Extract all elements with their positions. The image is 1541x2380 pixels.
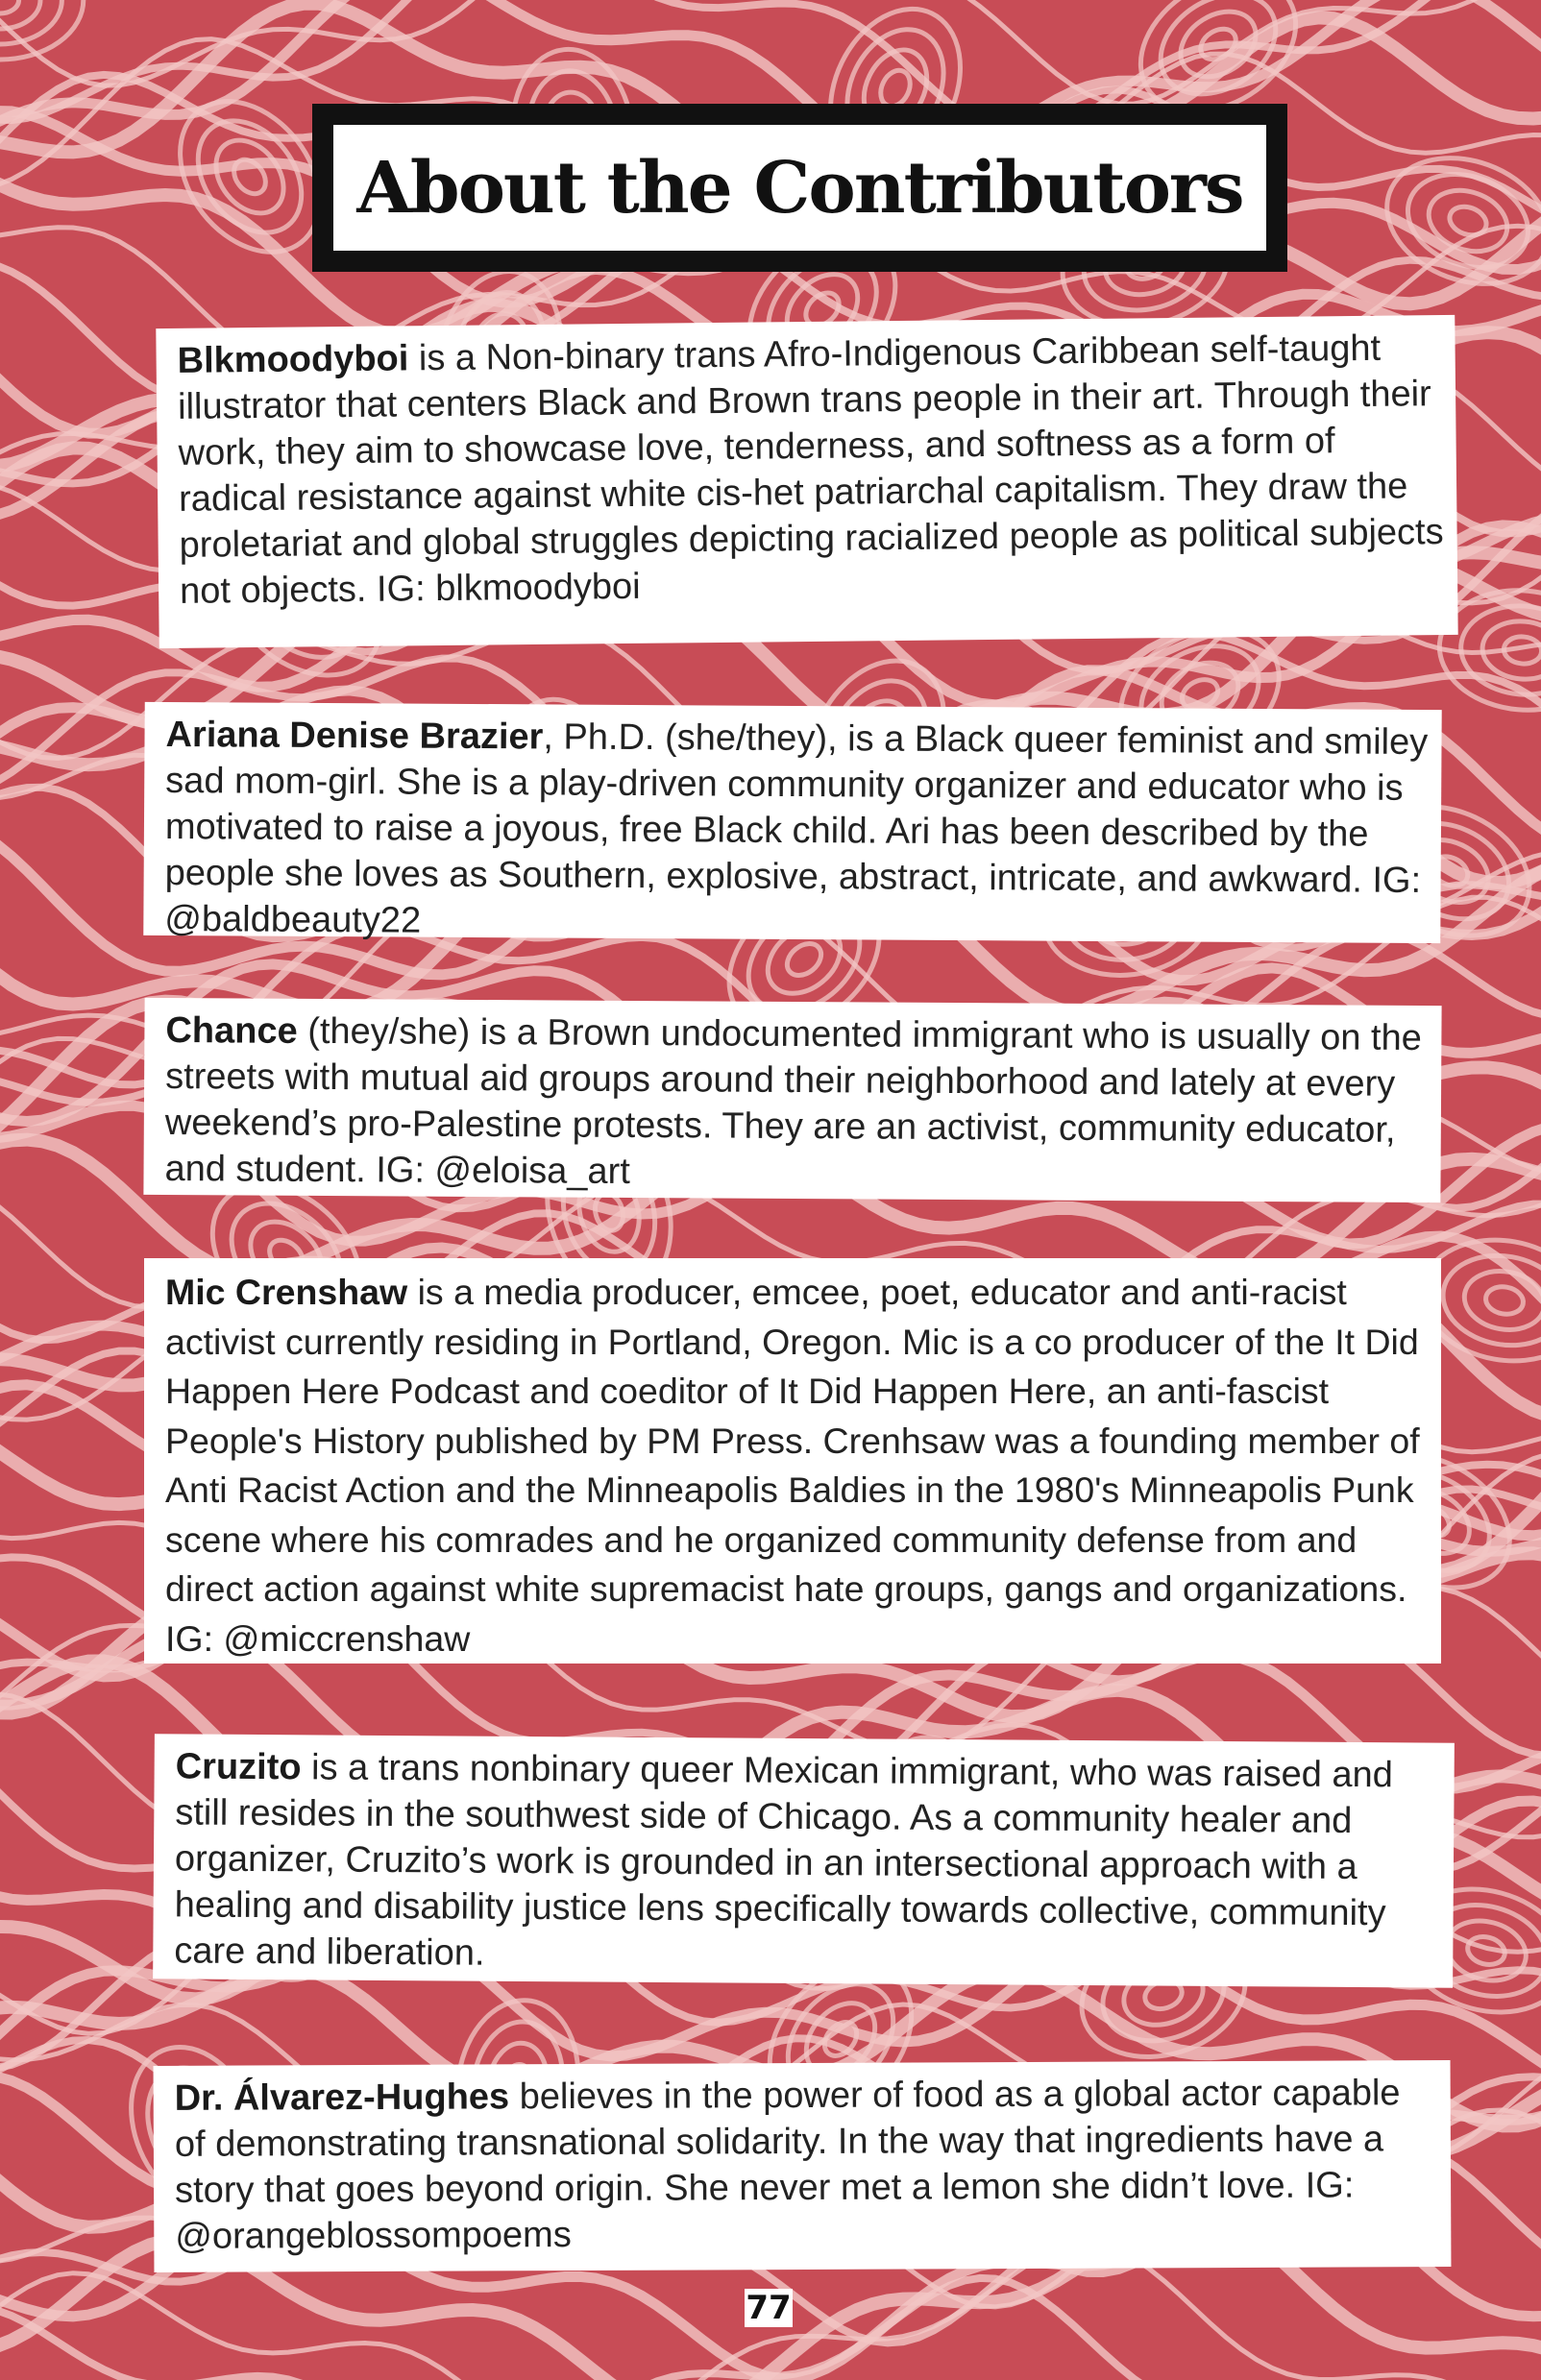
page-title: About the Contributors (356, 146, 1243, 230)
contributor-card-chance (143, 998, 1441, 1202)
contributor-name: Chance (165, 1010, 298, 1052)
page-number: 77 (746, 2289, 792, 2327)
contributor-card-blkmoodyboi (156, 315, 1457, 648)
title-box (312, 104, 1287, 272)
contributor-card-mic-crenshaw (144, 1258, 1441, 1664)
contributor-bio: (they/she) is a Brown undocumented immigrant who is usually on the streets with mutual aid groups around their neighborhood and lately at every weekend’s pro-Palestine protests. They are an activist, community educator, and student. IG: @eloisa_art (164, 1010, 1422, 1192)
contributor-name: Mic Crenshaw (165, 1272, 408, 1312)
contributor-bio: is a trans nonbinary queer Mexican immigrant, who was raised and still resides in the southwest side of Chicago. As a community healer and organizer, Cruzito’s work is grounded in an intersectional approach with a healing and disability justice lens specifically towards collective, community care and liberation. (174, 1747, 1393, 1974)
contributor-bio: , Ph.D. (she/they), is a Black queer feminist and smiley sad mom-girl. She is a play-driven community organizer and educator who is motivated to raise a joyous, free Black child. Ari has been described by the people she loves as Southern, explosive, abstract, intricate, and awkward. IG: @baldbeauty22 (164, 716, 1429, 941)
contributor-name: Cruzito (175, 1746, 302, 1788)
contributor-card-alvarez-hughes (154, 2060, 1452, 2272)
contributor-bio: believes in the power of food as a global actor capable of demonstrating transnational solidarity. In the way that ingredients have a story that goes beyond origin. She never met a lemon she didn’t love. IG: @orangeblossompoems (174, 2073, 1401, 2257)
contributor-name: Ariana Denise Brazier (165, 715, 544, 758)
contributor-bio: is a media producer, emcee, poet, educator and anti-racist activist currently residing in Portland, Oregon. Mic is a co producer of the It Did Happen Here Podcast and coeditor of It Did Happen Here, an anti-fascist People's History published by PM Press. Crenhsaw was a founding member of Anti Racist Action and the Minneapolis Baldies in the 1980's Minneapolis Punk scene where his comrades and he organized community defense from and direct action against white supremacist hate groups, gangs and organizations. IG: @miccrenshaw (165, 1272, 1420, 1659)
title-inner (333, 125, 1266, 251)
contributor-card-cruzito (153, 1734, 1455, 1987)
contributor-name: Blkmoodyboi (177, 338, 409, 381)
contributor-card-ariana-denise-brazier (143, 702, 1441, 943)
contributor-bio: is a Non-binary trans Afro-Indigenous Caribbean self-taught illustrator that centers Black and Brown trans people in their art. Through their work, they aim to showcase love, tenderness, and softness as a form of radical resistance against white cis-het patriarchal capitalism. They draw the proletariat and global struggles depicting racialized people as political subjects not objects. IG: blkmoodyboi (177, 328, 1444, 612)
contributor-name: Dr. Álvarez-Hughes (174, 2076, 510, 2119)
